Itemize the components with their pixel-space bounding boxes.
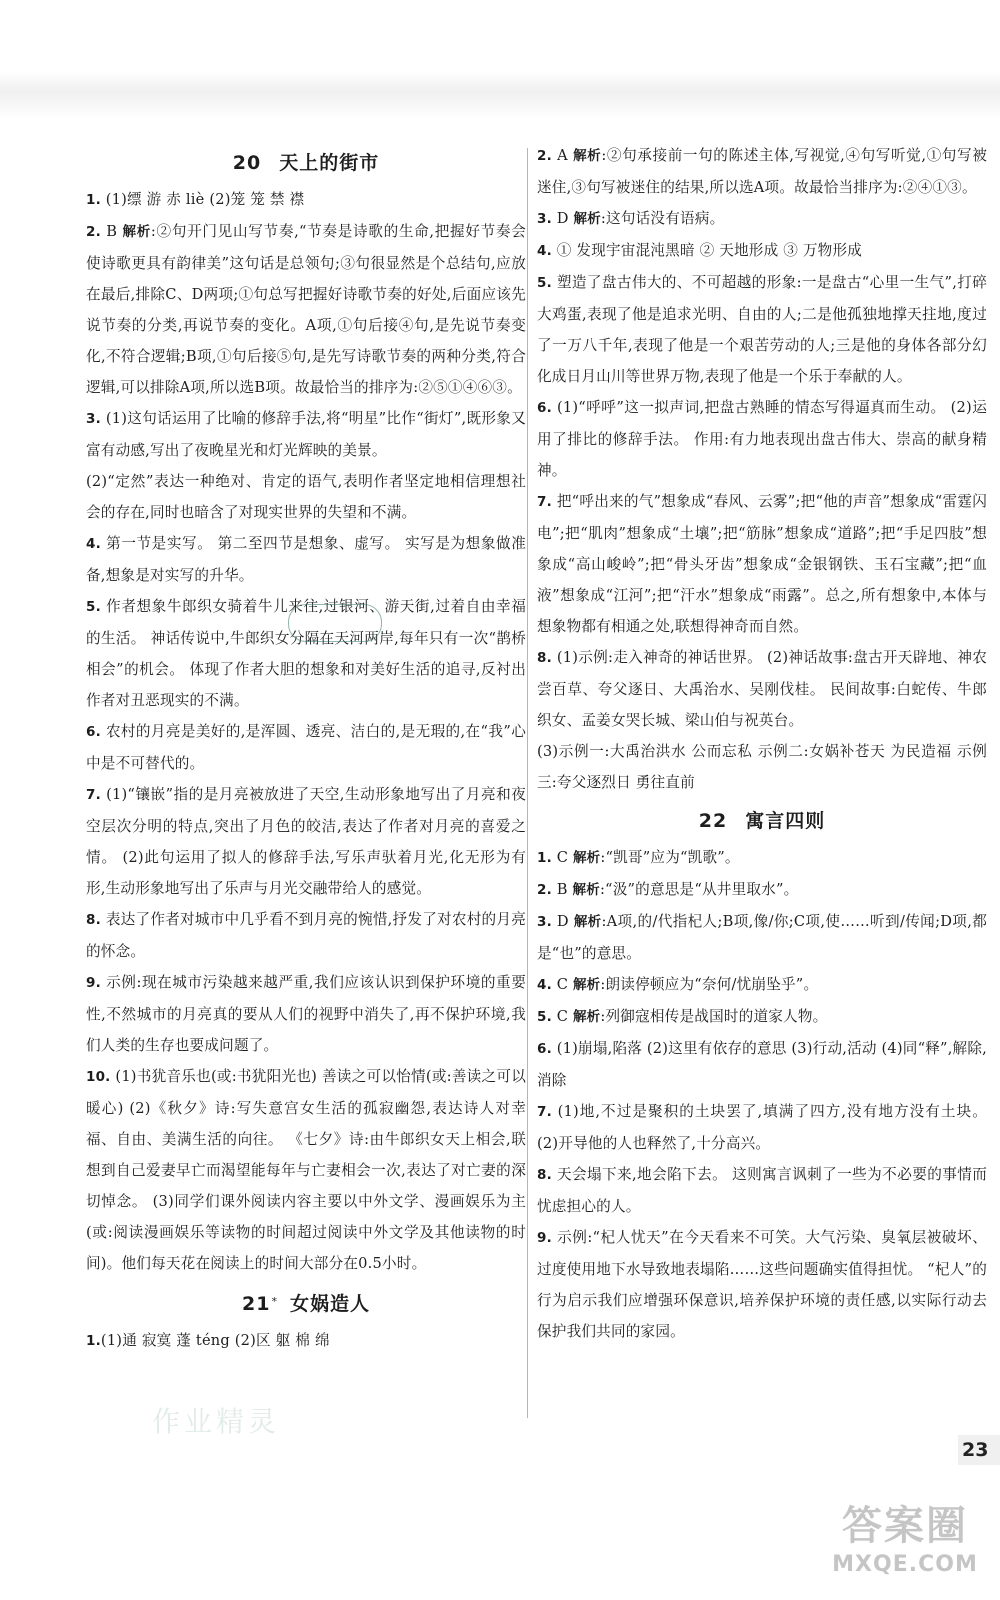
item-text: 把“呼出来的气”想象成“春风、云雾”;把“他的声音”想象成“雷霆闪电”;把“肌肉”想象成“土壤”;把“筋脉”想象成“道路”;把“手足四肢”想象成“高山峻岭”;把“骨头牙齿”想象成“金银钢铁、玉石宝藏”;把“血液”想象成“江河”;把“汗水”想象成“雨露”。总之,所有想象中,本体与想象物都有相通之处,联想得神奇而自然。 <box>537 493 987 635</box>
item-text: 表达了作者对城市中几乎看不到月亮的惋惜,抒发了对农村的月亮的怀念。 <box>86 911 526 960</box>
section-name: 天上的街市 <box>279 152 380 174</box>
left-column <box>86 140 526 1357</box>
answer-list <box>86 184 526 1279</box>
answer-item <box>86 716 526 779</box>
item-text: :朗读停顿应为“奈何/忧崩坠乎”。 <box>600 976 819 993</box>
analysis-label: 解析 <box>573 148 602 164</box>
section-title-22 <box>537 800 987 842</box>
item-number: 2. <box>537 882 552 898</box>
faint-watermark: 作业精灵 <box>152 1405 281 1438</box>
item-text: :这句话没有语病。 <box>600 210 725 227</box>
item-number: 4. <box>537 243 552 259</box>
answer-item <box>537 969 987 1001</box>
answer-item <box>537 842 987 874</box>
item-number: 8. <box>86 912 101 928</box>
item-number: 7. <box>537 1104 552 1120</box>
item-text: (1)通 寂寞 蓬 téng (2)区 躯 棉 绵 <box>100 1332 330 1349</box>
item-text: 示例:现在城市污染越来越严重,我们应该认识到保护环境的重要性,不然城市的月亮真的要从人们的视野中消失了,再不保护环境,我们人类的生存也要成问题了。 <box>86 974 526 1054</box>
item-number: 10. <box>86 1069 111 1085</box>
answer-item <box>86 528 526 591</box>
item-text: (1)缥 游 赤 liè (2)笼 笼 禁 襟 <box>105 191 305 208</box>
item-number: 1. <box>86 1333 101 1349</box>
item-text: (1)这句话运用了比喻的修辞手法,将“明星”比作“街灯”,既形象又富有动感,写出了夜晚星光和灯光辉映的美景。 <box>86 410 526 459</box>
answer-choice: B <box>556 881 573 898</box>
item-number: 3. <box>537 211 552 227</box>
analysis-label: 解析 <box>573 211 601 227</box>
item-text: (2)“定然”表达一种绝对、肯定的语气,表明作者坚定地相信理想社会的存在,同时也暗含了对现实世界的失望和不满。 <box>86 473 526 521</box>
answer-item <box>537 1222 987 1347</box>
answer-choice: C <box>556 849 573 866</box>
answer-item <box>86 403 526 466</box>
right-column <box>537 140 987 1347</box>
item-text: 天会塌下来,地会陷下去。 这则寓言讽刺了一些为不必要的事情而忧虑担心的人。 <box>537 1166 988 1215</box>
watermark-cn: 答案圈 <box>842 1503 968 1549</box>
answer-item <box>537 203 987 235</box>
answer-choice: A <box>557 147 574 164</box>
answer-item <box>537 140 987 203</box>
item-number: 6. <box>537 400 552 416</box>
item-number: 3. <box>537 914 552 930</box>
analysis-label: 解析 <box>572 1009 601 1025</box>
item-number: 5. <box>86 599 101 615</box>
item-text: (3)示例一:大禹治洪水 公而忘私 示例二:女娲补苍天 为民造福 示例三:夸父逐烈日 勇往直前 <box>537 743 987 791</box>
answer-item <box>537 736 987 798</box>
item-number: 4. <box>537 977 552 993</box>
answer-item <box>86 466 526 528</box>
item-text: 第一节是实写。 第二至四节是想象、虚写。 实写是为想象做准备,想象是对实写的升华。 <box>86 535 526 584</box>
item-number: 7. <box>86 787 101 803</box>
item-text: (1)示例:走入神奇的神话世界。 (2)神话故事:盘古开天辟地、神农尝百草、夸父逐日、大禹治水、吴刚伐桂。 民间故事:白蛇传、牛郎织女、孟姜女哭长城、梁山伯与祝英台。 <box>537 649 987 729</box>
item-number: 6. <box>86 724 101 740</box>
answer-item <box>537 486 987 642</box>
answer-item <box>86 1061 526 1279</box>
item-text: :②句开门见山写节奏,“节奏是诗歌的生命,把握好节奏会使诗歌更具有韵律美”这句话是总领句;③句很显然是个总结句,应放在最后,排除C、D两项;①句总写把握好诗歌节奏的好处,后面应该先说节奏的分类,再说节奏的变化。A项,①句后接④句,是先说节奏变化,不符合逻辑;B项,①句后接⑤句,是先写诗歌节奏的两种分类,符合逻辑,可以排除A项,所以选B项。故最恰当的排序为:②⑤①④⑥③。 <box>86 223 527 396</box>
scan-shadow-band <box>0 72 1000 120</box>
answer-item <box>537 1033 987 1096</box>
answer-item <box>86 904 526 967</box>
item-number: 2. <box>86 224 101 240</box>
item-text: :列御寇相传是战国时的道家人物。 <box>600 1008 828 1025</box>
optional-mark: * <box>271 1295 278 1308</box>
section-name: 女娲造人 <box>289 1293 370 1315</box>
item-text: :A项,的/代指杞人;B项,像/你;C项,使……听到/传闻;D项,都是“也”的意思。 <box>537 913 988 962</box>
item-text: 塑造了盘古伟大的、不可超越的形象:一是盘古“心里一生气”,打碎大鸡蛋,表现了他是追求光明、自由的人;二是他孤独地撑天拄地,度过了一万八千年,表现了他是一个艰苦劳动的人;三是他的身体各部分幻化成日月山川等世界万物,表现了他是一个乐于奉献的人。 <box>537 274 987 385</box>
answer-item <box>537 267 987 392</box>
item-text: (1)“镶嵌”指的是月亮被放进了天空,生动形象地写出了月亮和夜空层次分明的特点,突出了月色的皎洁,表达了作者对月亮的喜爱之情。 (2)此句运用了拟人的修辞手法,写乐声驮着月光,化无形为有形,生动形象地写出了乐声与月光交融带给人的感觉。 <box>86 786 527 897</box>
answer-list <box>537 140 987 798</box>
item-text: (1)地,不过是聚积的土块罢了,填满了四方,没有地方没有土块。 (2)开导他的人也释然了,十分高兴。 <box>537 1103 987 1152</box>
item-number: 1. <box>537 850 552 866</box>
section-number: 22 <box>698 810 728 832</box>
analysis-label: 解析 <box>572 977 601 993</box>
item-text: :“凯哥”应为“凯歌”。 <box>600 849 740 866</box>
answer-item <box>537 874 987 906</box>
answer-list <box>537 842 987 1347</box>
item-text: (1)崩塌,陷落 (2)这里有依存的意思 (3)行动,活动 (4)同“释”,解除,消除 <box>537 1040 987 1089</box>
answer-item <box>537 392 987 486</box>
item-number: 2. <box>537 148 552 164</box>
watermark-en: MXQE.COM <box>832 1552 978 1577</box>
section-title-20 <box>86 142 526 184</box>
stamp-mark <box>288 604 382 642</box>
answer-item <box>86 184 526 216</box>
item-text: 作者想象牛郎织女骑着牛儿来往,过银河、游天街,过着自由幸福的生活。 神话传说中,牛郎织女分隔在天河两岸,每年只有一次“鹊桥相会”的机会。 体现了作者大胆的想象和对美好生活的追寻,反衬出作者对丑恶现实的不满。 <box>86 598 526 709</box>
item-number: 8. <box>537 1167 552 1183</box>
analysis-label: 解析 <box>572 850 601 866</box>
analysis-label: 解析 <box>573 914 602 930</box>
item-text: (1)书犹音乐也(或:书犹阳光也) 善读之可以怡情(或:善读之可以暖心) (2)《秋夕》诗:写失意宫女生活的孤寂幽怨,表达诗人对幸福、自由、美满生活的向往。 《七夕》诗:由牛郎织女天上相会,联想到自己爱妻早亡而渴望能每年与亡妻相会一次,表达了对亡妻的深切悼念。 (3)同学们课外阅读内容主要以中外文学、漫画娱乐为主(或:阅读漫画娱乐等读物的时间超过阅读中外文学及其他读物的时间)。他们每天花在阅读上的时间大部分在0.5小时。 <box>86 1068 527 1272</box>
answer-item <box>537 235 987 267</box>
item-text: 示例:“杞人忧天”在今天看来不可笑。大气污染、臭氧层被破坏、过度使用地下水导致地表塌陷……这些问题确实值得担忧。 “杞人”的行为启示我们应增强环保意识,培养保护环境的责任感,以实际行动去保护我们共同的家园。 <box>537 1229 987 1340</box>
answer-item <box>537 642 987 736</box>
item-text: :②句承接前一句的陈述主体,写视觉,④句写听觉,①句写被迷住,③句写被迷住的结果,所以选A项。故最恰当排序为:②④①③。 <box>537 147 988 196</box>
item-text: (1)“呼呼”这一拟声词,把盘古熟睡的情态写得逼真而生动。 (2)运用了排比的修辞手法。 作用:有力地表现出盘古伟大、崇高的献身精神。 <box>537 399 987 479</box>
item-text: :“汲”的意思是“从井里取水”。 <box>599 881 799 898</box>
section-number: 20 <box>232 152 262 174</box>
item-text: ① 发现宇宙混沌黑暗 ② 天地形成 ③ 万物形成 <box>556 242 863 259</box>
section-number: 21 <box>242 1293 271 1315</box>
item-number: 7. <box>537 494 552 510</box>
answer-item <box>537 1001 987 1033</box>
answer-item <box>86 1325 526 1357</box>
section-title-21 <box>86 1283 526 1325</box>
answer-choice: D <box>556 210 574 227</box>
answer-choice: D <box>556 913 574 930</box>
answer-item <box>86 779 526 904</box>
answer-item <box>86 216 526 403</box>
page-number: 23 <box>958 1435 1000 1465</box>
analysis-label: 解析 <box>122 224 151 240</box>
answer-choice: C <box>556 1008 573 1025</box>
section-name: 寓言四则 <box>745 810 826 832</box>
item-number: 5. <box>537 1009 552 1025</box>
answer-choice: B <box>106 223 123 240</box>
item-number: 3. <box>86 411 101 427</box>
item-number: 9. <box>86 975 101 991</box>
item-number: 5. <box>537 275 552 291</box>
site-watermark-logo <box>820 1500 990 1590</box>
answer-choice: C <box>556 976 573 993</box>
column-divider <box>527 148 528 1418</box>
answer-item <box>86 967 526 1061</box>
item-number: 6. <box>537 1041 552 1057</box>
item-number: 8. <box>537 650 552 666</box>
analysis-label: 解析 <box>572 882 600 898</box>
item-text: 农村的月亮是美好的,是浑圆、透亮、洁白的,是无瑕的,在“我”心中是不可替代的。 <box>86 723 526 772</box>
answer-item <box>537 1096 987 1159</box>
answer-item <box>537 1159 987 1222</box>
item-number: 1. <box>86 192 101 208</box>
answer-item <box>537 906 987 969</box>
item-number: 9. <box>537 1230 552 1246</box>
item-number: 4. <box>86 536 101 552</box>
